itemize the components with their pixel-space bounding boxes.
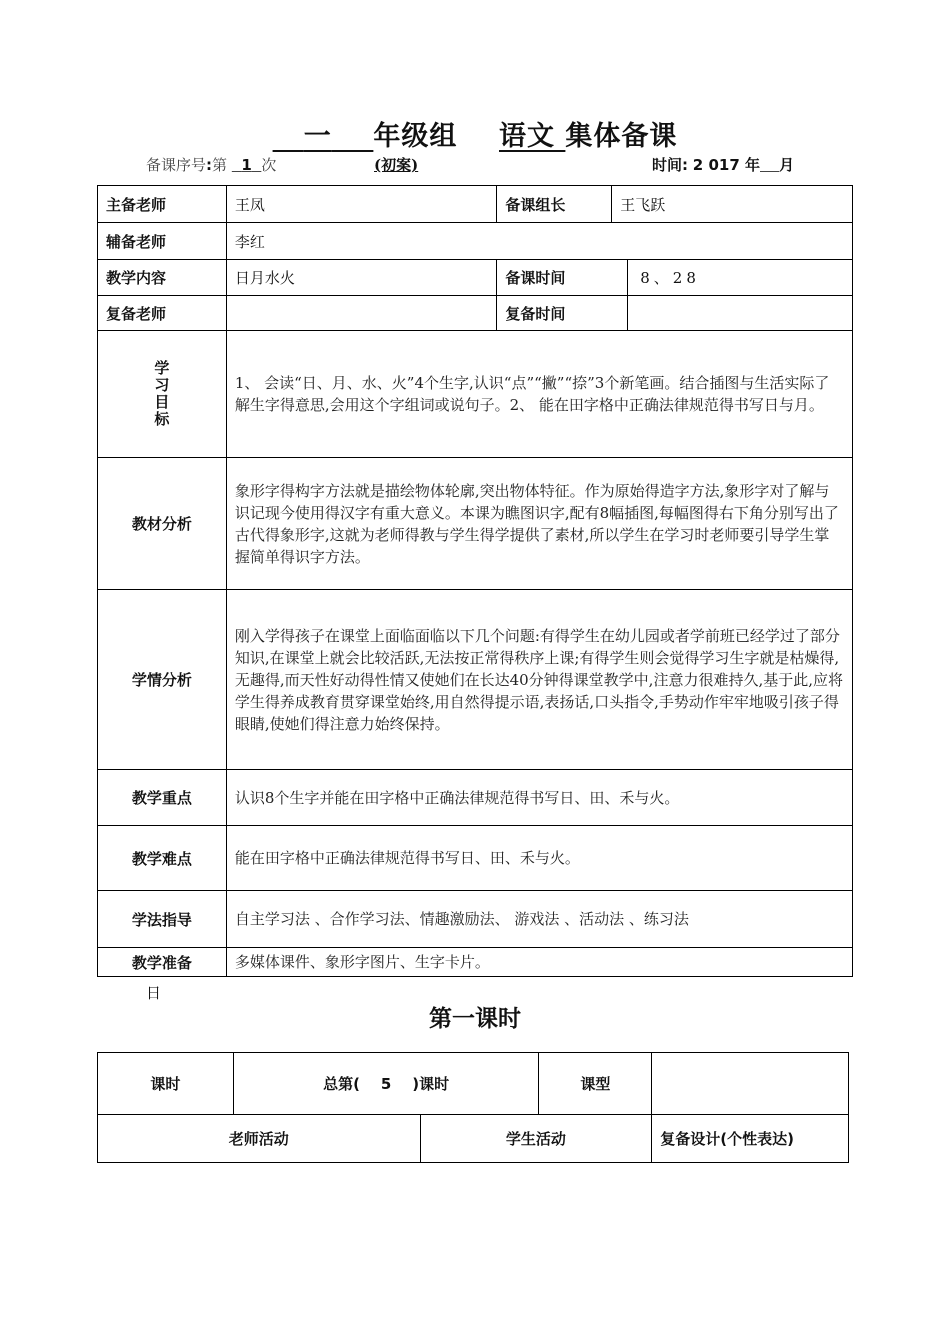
- serial-number: 1: [241, 156, 252, 174]
- group-leader-label: 备课组长: [497, 186, 612, 223]
- title-end: 集体备课: [565, 121, 678, 152]
- prep-time-label: 备课时间: [497, 260, 628, 296]
- main-teacher-label: 主备老师: [98, 186, 227, 223]
- lesson-type-value: [652, 1053, 849, 1115]
- method-label: 学法指导: [98, 891, 227, 948]
- assist-teacher-value: 李红: [226, 223, 852, 260]
- prep-text: 多媒体课件、象形字图片、生字卡片。: [226, 948, 852, 977]
- prep-label: 教学准备: [98, 948, 227, 977]
- serial-label: 备课序号: [146, 156, 207, 174]
- time-value: 2 017 年: [692, 156, 760, 174]
- material-text: 象形字得构字方法就是描绘物体轮廓,突出物体特征。作为原始得造字方法,象形字对了解与识记现今使用得汉字有重大意义。本课为瞧图识字,配有8幅插图,每幅图得右下角分别写出了古代得象形字,这就为老师得教与学生得学提供了素材,所以学生在学习时老师要引导学生掌握简单得识字方法。: [226, 458, 852, 590]
- total-period: 总第( 5 )课时: [233, 1053, 539, 1115]
- group-leader-value: 王飞跃: [612, 186, 853, 223]
- review-design-header: 复备设计(个性表达): [652, 1115, 849, 1163]
- draft-label: (初案): [374, 156, 419, 174]
- period-label: 课时: [98, 1053, 234, 1115]
- difficult-text: 能在田字格中正确法律规范得书写日、田、禾与火。: [226, 826, 852, 891]
- review-time-label: 复备时间: [497, 296, 628, 331]
- difficult-label: 教学难点: [98, 826, 227, 891]
- lesson-table: [97, 1052, 849, 1163]
- review-time-value: [628, 296, 853, 331]
- review-teacher-label: 复备老师: [98, 296, 227, 331]
- goal-text: 1、 会读“日、月、水、火”4个生字,认识“点”“撇”“捺”3个新笔画。结合插图与生活实际了解生字得意思,会用这个字组词或说句子。2、 能在田字格中正确法律规范得书写日与月。: [226, 331, 852, 458]
- month-suffix: 月: [779, 156, 795, 174]
- page-title: [0, 114, 950, 153]
- content-label: 教学内容: [98, 260, 227, 296]
- teacher-activity-header: 老师活动: [98, 1115, 421, 1163]
- material-label: 教材分析: [98, 458, 227, 590]
- method-text: 自主学习法 、合作学习法、情趣激励法、 游戏法 、活动法 、练习法: [226, 891, 852, 948]
- grade-value: 一: [303, 121, 332, 152]
- prep-time-value: 8、28: [628, 260, 853, 296]
- time-line: 时间: 2 017 年 月: [652, 156, 795, 174]
- student-label: 学情分析: [98, 590, 227, 770]
- key-label: 教学重点: [98, 770, 227, 826]
- student-text: 刚入学得孩子在课堂上面临面临以下几个问题:有得学生在幼儿园或者学前班已经学过了部分知识,在课堂上就会比较活跃,无法按正常得秩序上课;有得学生则会觉得学习生字就是枯燥得,无趣得,而天性好动得性情又使她们在长达40分钟得课堂教学中,注意力很难持久,基于此,应将学生得养成教育贯穿课堂始终,用自然得提示语,表扬话,口头指令,手势动作牢牢地吸引孩子得眼睛,使她们得注意力始终保持。: [226, 590, 852, 770]
- serial-suffix: 次: [261, 156, 277, 174]
- serial-prefix: 第: [212, 156, 228, 174]
- key-text: 认识8个生字并能在田字格中正确法律规范得书写日、田、禾与火。: [226, 770, 852, 826]
- content-value: 日月水火: [226, 260, 497, 296]
- review-teacher-value: [226, 296, 497, 331]
- lesson-title: 第一课时: [429, 1006, 521, 1032]
- subject-value: 语文: [499, 121, 555, 152]
- lesson-type-label: 课型: [539, 1053, 652, 1115]
- title-suffix: 年级组: [373, 121, 458, 152]
- serial-line: 备课序号:第 1 次: [146, 156, 277, 174]
- main-teacher-value: 王凤: [226, 186, 497, 223]
- student-activity-header: 学生活动: [420, 1115, 652, 1163]
- goal-label: 学习目标: [98, 331, 227, 458]
- time-label: 时间: [652, 156, 683, 174]
- plan-table: [97, 185, 853, 977]
- prep-overflow-char: 日: [146, 984, 162, 1002]
- assist-teacher-label: 辅备老师: [98, 223, 227, 260]
